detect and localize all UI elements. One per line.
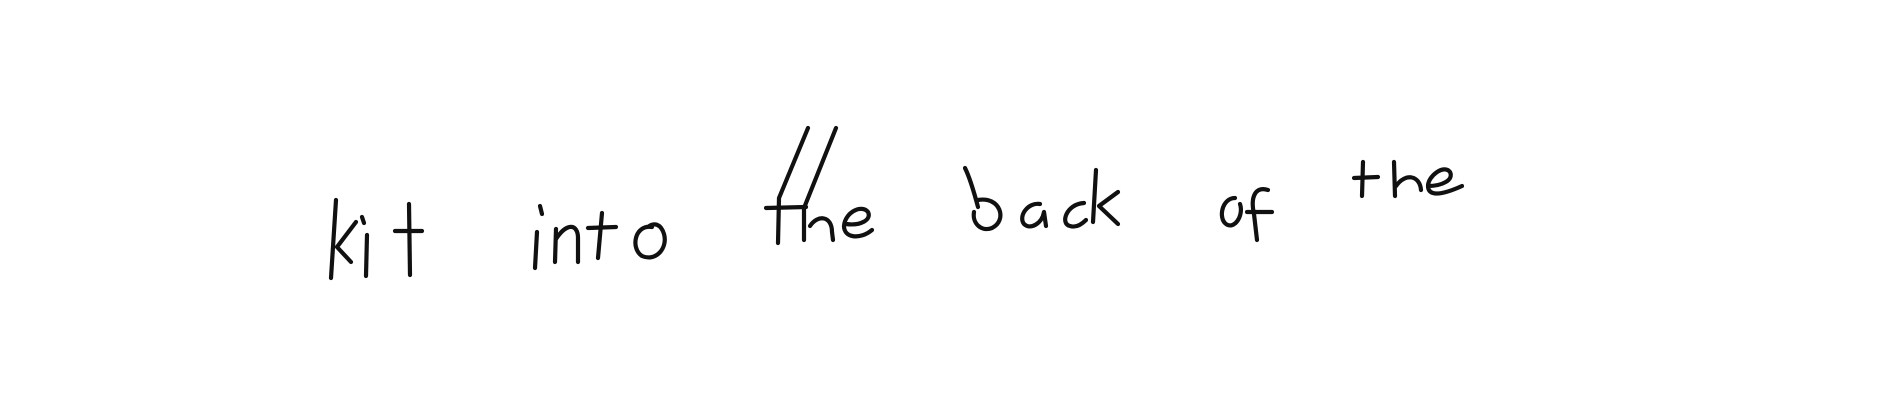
handwritten-word-back — [965, 168, 1118, 229]
handwritten-word-into — [535, 206, 665, 268]
handwritten-word-kit — [331, 200, 422, 278]
handwritten-word-the — [766, 128, 872, 243]
handwritten-word-the-2 — [1354, 162, 1462, 196]
handwritten-word-of — [1222, 189, 1272, 240]
